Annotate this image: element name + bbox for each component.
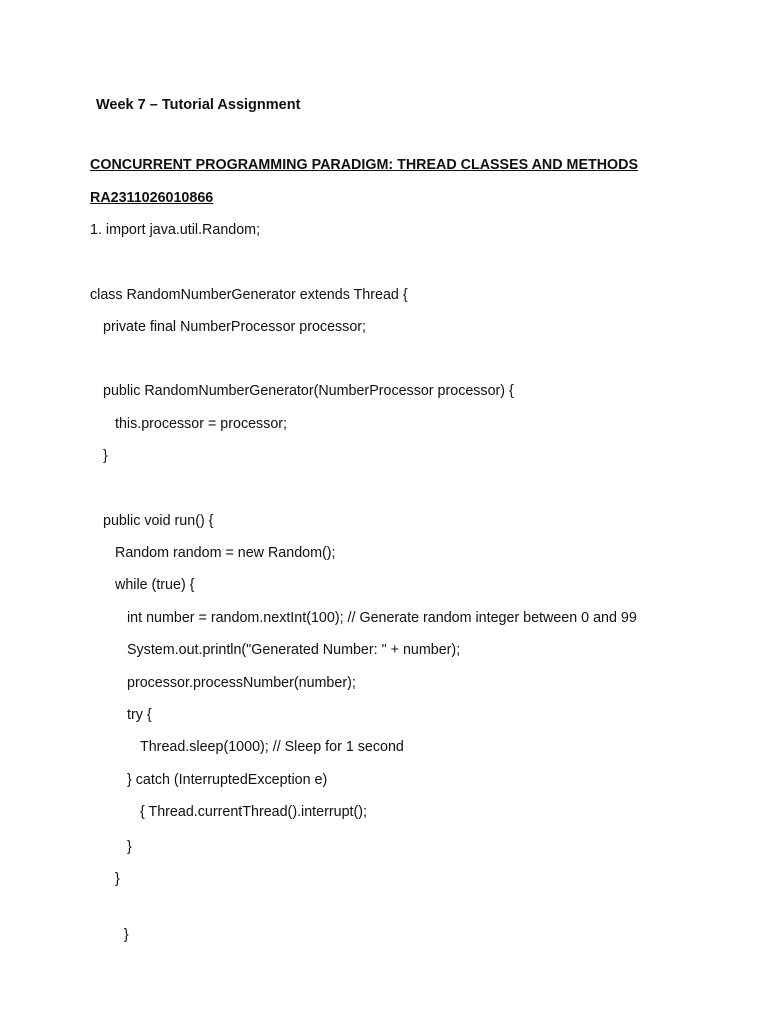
code-line-clipped [108, 908, 129, 943]
code-line: 1. import java.util.Random; [90, 222, 261, 238]
code-line: while (true) { [115, 577, 195, 593]
code-line: } [123, 927, 129, 943]
code-line: Random random = new Random(); [115, 545, 336, 561]
code-line: private final NumberProcessor processor; [103, 319, 367, 335]
code-line: } [127, 839, 132, 855]
week-title: Week 7 – Tutorial Assignment [96, 97, 301, 113]
code-line: public void run() { [103, 513, 214, 529]
code-line: public RandomNumberGenerator(NumberProcessor processor) { [103, 383, 514, 399]
code-line: } [115, 871, 120, 887]
registration-number: RA2311026010866 [90, 190, 214, 206]
code-line: this.processor = processor; [115, 416, 288, 432]
code-line: try { [127, 707, 152, 723]
code-line: System.out.println("Generated Number: " + number); [127, 642, 461, 658]
code-line: } catch (InterruptedException e) [127, 772, 328, 788]
week-title-clipped [96, 96, 301, 113]
code-line: int number = random.nextInt(100); // Generate random integer between 0 and 99 [127, 610, 637, 626]
main-heading: CONCURRENT PROGRAMMING PARADIGM: THREAD CLASSES AND METHODS [90, 157, 639, 173]
code-line: class RandomNumberGenerator extends Thread { [90, 287, 408, 303]
code-line: { Thread.currentThread().interrupt(); [140, 804, 367, 820]
code-line: processor.processNumber(number); [127, 675, 356, 691]
code-line: Thread.sleep(1000); // Sleep for 1 second [140, 739, 404, 755]
code-line: } [103, 448, 108, 464]
